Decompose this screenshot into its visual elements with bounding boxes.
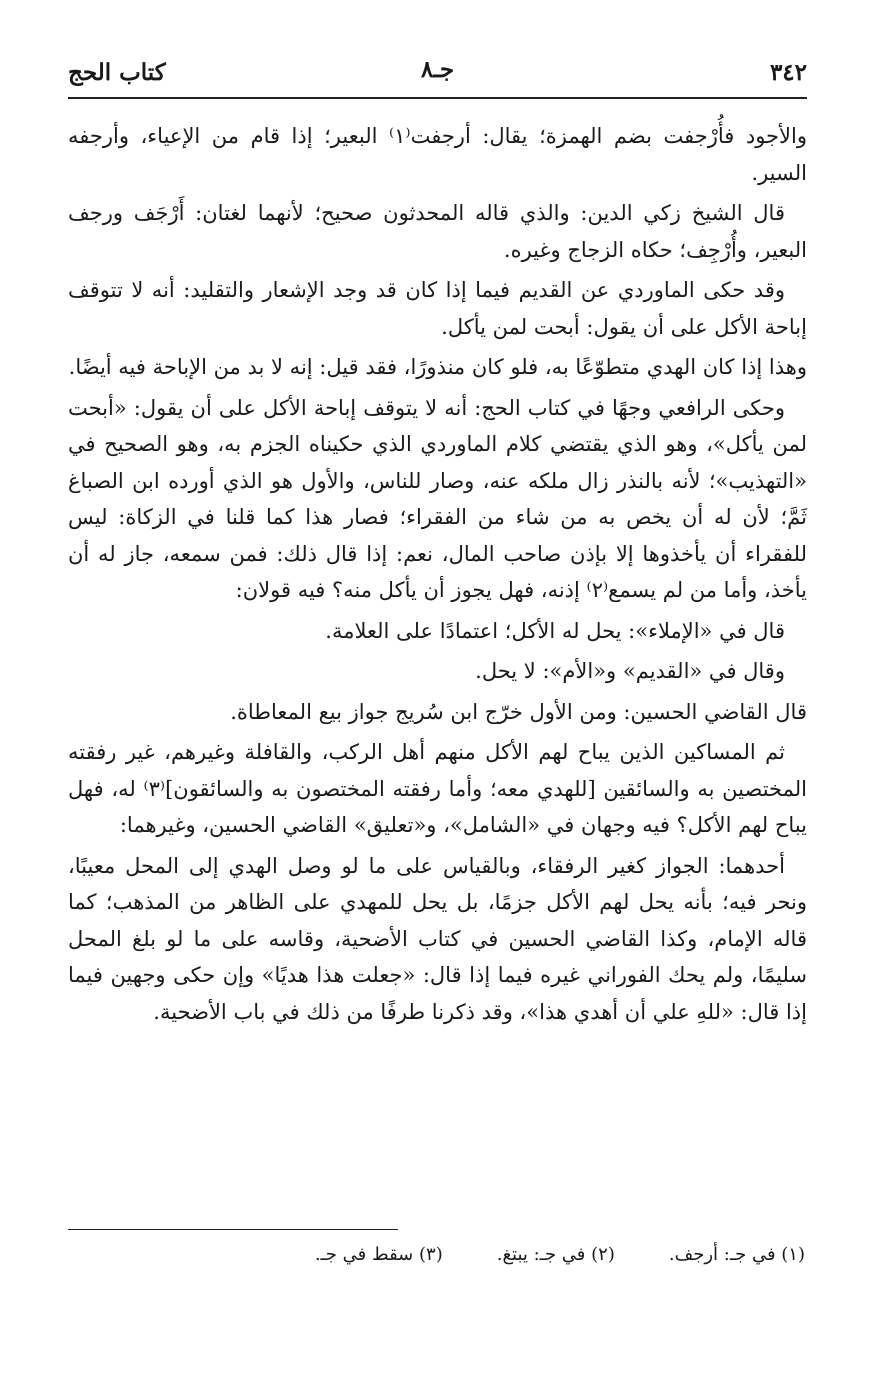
footnote: (٢) في جـ: يبتغ. xyxy=(496,1244,615,1265)
page-body xyxy=(68,118,807,1034)
page-header xyxy=(68,52,807,92)
paragraph: قال في «الإملاء»: يحل له الأكل؛ اعتمادًا على العلامة. xyxy=(325,618,785,643)
footnote: (٣) سقط في جـ. xyxy=(314,1244,443,1265)
paragraph: أحدهما: الجواز كغير الرفقاء، وبالقياس على ما لو وصل الهدي إلى المحل معيبًا، ونحر فيه؛ بأنه يحل لهم الأكل جزمًا، بل يحل للمهدي على الظاهر من المذهب؛ كما قاله الإمام، وكذا القاضي الحسين في كتاب الأضحية، وقاسه على ما لو بلغ المحل سليمًا، ولم يحك الفوراني غيره فيما إذا قال: «جعلت هذا هديًا» وإن حكى وجهين فيما إذا قال: «للهِ علي أن أهدي هذا»، وقد ذكرنا طرفًا من ذلك في باب الأضحية. xyxy=(68,853,807,1024)
volume-label: جـ٨ xyxy=(420,56,455,83)
page-number: ٣٤٢ xyxy=(769,58,807,86)
paragraph: وقد حكى الماوردي عن القديم فيما إذا كان قد وجد الإشعار والتقليد: أنه لا تتوقف إباحة الأكل على أن يقول: أبحت لمن يأكل. xyxy=(68,278,807,339)
paragraph: قال القاضي الحسين: ومن الأول خرّج ابن سُريج جواز بيع المعاطاة. xyxy=(230,699,807,724)
paragraph: وحكى الرافعي وجهًا في كتاب الحج: أنه لا يتوقف إباحة الأكل على أن يقول: «أبحت لمن يأكل»، وهو الذي يقتضي كلام الماوردي الذي حكيناه الجزم به، وهو الصحيح في «التهذيب»؛ لأنه بالنذر زال ملكه عنه، وصار للناس، والأول هو الذي أورده ابن الصباغ ثَمَّ؛ لأن له أن يخص به من شاء من الفقراء؛ فصار هذا كما قلنا في الزكاة: ليس للفقراء أن يأخذوها إلا بإذن صاحب المال، نعم: إذا قال ذلك: فمن سمعه، جاز له أن يأخذ، وأما من لم يسمع⁽٢⁾ إذنه، فهل يجوز أن يأكل منه؟ فيه قولان: xyxy=(68,395,807,602)
paragraph: والأجود فأُرْجفت بضم الهمزة؛ يقال: أرجفت⁽١⁾ البعير؛ إذا قام من الإعياء، وأرجفه السير. xyxy=(68,124,807,185)
book-title: كتاب الحج xyxy=(68,58,166,86)
paragraph: قال الشيخ زكي الدين: والذي قاله المحدثون صحيح؛ لأنهما لغتان: أَرْجَف ورجف البعير، وأُرْجِف؛ حكاه الزجاج وغيره. xyxy=(68,201,807,262)
footnote: (١) في جـ: أرجف. xyxy=(668,1244,805,1265)
paragraph: ثم المساكين الذين يباح لهم الأكل منهم أهل الركب، والقافلة وغيرهم، غير رفقته المختصين به والسائقين [للهدي معه؛ وأما رفقته المختصون به والسائقون]⁽٣⁾ له، فهل يباح لهم الأكل؟ فيه وجهان في «الشامل»، و«تعليق» القاضي الحسين، وغيرهما: xyxy=(68,740,807,837)
paragraph: وقال في «القديم» و«الأم»: لا يحل. xyxy=(475,659,785,683)
footnote-divider xyxy=(68,1229,398,1230)
footnotes xyxy=(315,1244,805,1265)
header-divider xyxy=(68,97,807,99)
paragraph: وهذا إذا كان الهدي متطوّعًا به، فلو كان منذورًا، فقد قيل: إنه لا بد من الإباحة فيه أيضًا. xyxy=(68,355,807,379)
